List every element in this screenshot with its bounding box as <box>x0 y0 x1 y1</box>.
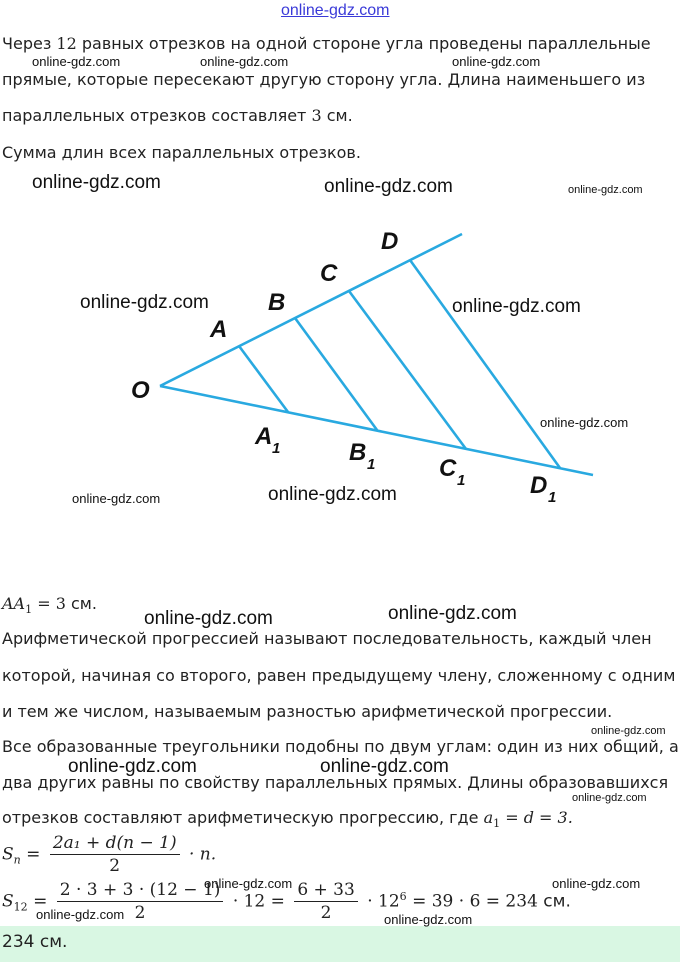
label-D: D <box>381 228 399 255</box>
formula: AA <box>2 594 26 613</box>
similarity-line-3 <box>2 808 573 830</box>
sum-formula <box>2 833 216 876</box>
formula: = <box>33 891 48 912</box>
label-A1-sub: 1 <box>272 440 281 457</box>
label-C: C <box>320 260 338 287</box>
label-C1-sub: 1 <box>457 472 466 489</box>
watermark: online-gdz.com <box>568 184 643 196</box>
watermark: online-gdz.com <box>324 176 453 197</box>
fraction <box>294 880 358 923</box>
watermark: online-gdz.com <box>591 725 666 737</box>
watermark: online-gdz.com <box>32 172 161 193</box>
figure-lines <box>160 234 593 475</box>
similarity-line-1: Все образованные треугольники подобны по двум углам: один из них общий, а <box>2 737 679 756</box>
numerator: 2 · 3 + 3 · (12 − 1) <box>57 880 224 902</box>
number: 12 <box>56 34 77 53</box>
similarity-line-2: два других равны по свойству параллельных прямых. Длины образовавшихся <box>2 773 669 792</box>
unit: см. <box>70 594 97 613</box>
text: см. <box>326 106 353 125</box>
formula: · 12 <box>367 891 400 912</box>
subscript: 1 <box>493 817 501 830</box>
label-A1: A <box>255 423 273 450</box>
label-D1: D <box>530 472 548 499</box>
formula: S <box>2 844 14 865</box>
formula: · n. <box>189 844 217 865</box>
watermark: online-gdz.com <box>552 876 641 891</box>
watermark: online-gdz.com <box>144 608 273 629</box>
watermark: online-gdz.com <box>36 907 125 922</box>
label-C1: C <box>439 455 457 482</box>
problem-line-3 <box>2 106 353 125</box>
unit: см. <box>543 891 571 912</box>
label-B1: B <box>349 439 367 466</box>
definition-line-1: Арифметической прогрессией называют последовательность, каждый член <box>2 629 652 648</box>
watermark: online-gdz.com <box>68 756 197 777</box>
label-D1-sub: 1 <box>548 489 557 506</box>
segment-DD1 <box>410 260 560 468</box>
numerator: 2a₁ + d(n − 1) <box>50 833 180 855</box>
watermark: online-gdz.com <box>200 54 289 69</box>
formula: S <box>2 891 14 912</box>
text: отрезков составляют арифметическую прогрессию, где <box>2 808 479 827</box>
problem-line-2: прямые, которые пересекают другую сторону угла. Длина наименьшего из <box>2 70 646 89</box>
answer-text: 234 см. <box>2 932 68 952</box>
label-A: A <box>210 316 228 343</box>
denominator: 2 <box>109 856 121 876</box>
solution-aa1 <box>2 594 97 616</box>
numerator: 6 + 33 <box>294 880 358 902</box>
number: 3 <box>311 106 322 125</box>
watermark: online-gdz.com <box>452 54 541 69</box>
denominator: 2 <box>320 903 332 923</box>
formula: = <box>26 844 41 865</box>
superscript: 6 <box>399 889 407 903</box>
subscript: 12 <box>13 900 28 914</box>
label-B1-sub: 1 <box>367 456 376 473</box>
definition-line-3: и тем же числом, называемым разностью арифметической прогрессии. <box>2 702 613 721</box>
segment-BB1 <box>295 318 377 430</box>
text: параллельных отрезков составляет <box>2 106 307 125</box>
watermark: online-gdz.com <box>384 912 473 927</box>
definition-line-2: которой, начиная со второго, равен предыдущему члену, сложенному с одним <box>2 666 676 685</box>
watermark: online-gdz.com <box>72 491 161 506</box>
watermark-top-link[interactable]: online-gdz.com <box>281 2 390 19</box>
watermark: online-gdz.com <box>268 484 397 505</box>
ray-lower <box>160 386 593 475</box>
fraction <box>50 833 180 876</box>
formula: = 39 · 6 = 234 <box>412 891 538 912</box>
problem-line-4: Сумма длин всех параллельных отрезков. <box>2 143 361 162</box>
text: Через <box>2 34 52 53</box>
angle-figure <box>0 220 680 520</box>
formula: = 3 <box>37 594 66 613</box>
denominator: 2 <box>134 903 146 923</box>
watermark: online-gdz.com <box>204 876 293 891</box>
text: равных отрезков на одной стороне угла проведены параллельные <box>81 34 651 53</box>
problem-line-1 <box>2 34 651 53</box>
label-O: O <box>131 377 150 404</box>
segment-AA1 <box>239 346 288 412</box>
watermark: online-gdz.com <box>572 792 647 804</box>
subscript: n <box>13 853 21 867</box>
watermark: online-gdz.com <box>388 603 517 624</box>
formula: · 12 = <box>232 891 285 912</box>
formula: = d = 3. <box>505 808 573 827</box>
watermark: online-gdz.com <box>32 54 121 69</box>
formula: a <box>483 808 494 827</box>
watermark: online-gdz.com <box>80 292 209 313</box>
watermark: online-gdz.com <box>320 756 449 777</box>
watermark: online-gdz.com <box>452 296 581 317</box>
answer-box <box>0 926 680 962</box>
label-B: B <box>268 289 286 316</box>
subscript: 1 <box>25 603 33 616</box>
watermark: online-gdz.com <box>540 415 629 430</box>
